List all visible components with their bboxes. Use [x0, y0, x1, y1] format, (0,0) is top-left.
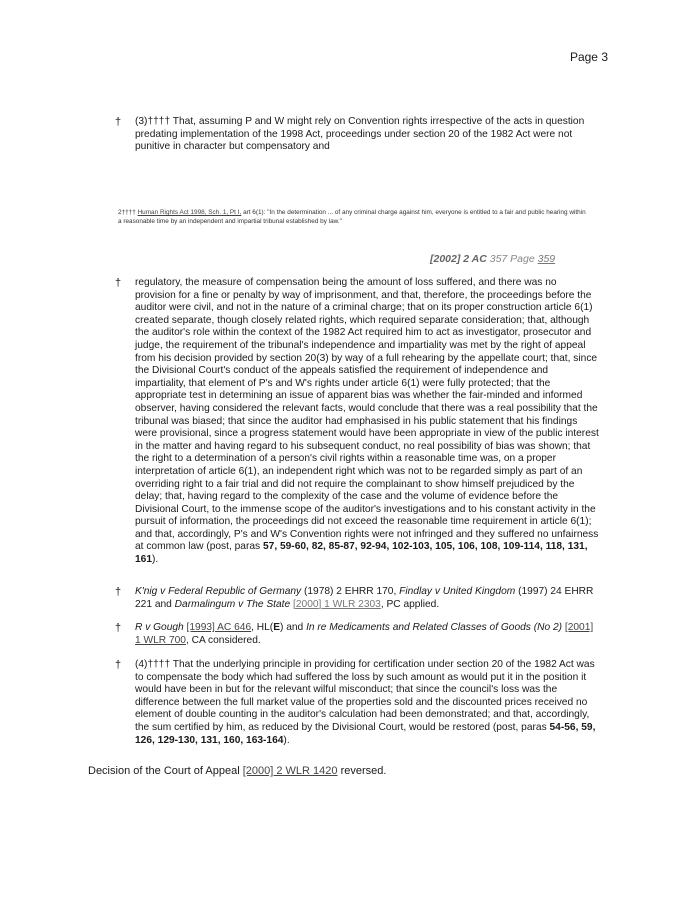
case-citation-link[interactable]: [2001] 1 WLR 700 — [135, 622, 594, 646]
footnote-link[interactable]: Human Rights Act 1998, Sch. 1, Pt I, — [137, 209, 242, 216]
paragraph-marker: (4)†††† — [135, 659, 171, 670]
decision-line — [88, 765, 386, 777]
paragraph-close: ). — [152, 554, 159, 566]
case-name: K'nig v Federal Republic of Germany — [135, 586, 302, 597]
holding-paragraph-regulatory — [115, 277, 600, 567]
dagger-marker: † — [115, 277, 122, 289]
court-suffix: ) and — [280, 622, 304, 633]
footnote-marker: 2†††† — [118, 209, 136, 216]
citation-page-ref: 357 Page — [489, 253, 535, 265]
decision-citation-link[interactable]: [2000] 2 WLR 1420 — [242, 765, 338, 777]
decision-text: Decision of the Court of Appeal — [88, 765, 240, 777]
citation-page-link[interactable]: 359 — [537, 253, 556, 265]
holding-paragraph-3 — [115, 116, 600, 154]
page-number: Page 3 — [569, 50, 608, 64]
citation-ref: [2002] 2 AC — [430, 253, 487, 265]
paragraph-references: 54-56, 59, 126, 129-130, 131, 160, 163-164 — [135, 721, 596, 746]
case-citation-link[interactable]: [2000] 1 WLR 2303 — [293, 598, 381, 610]
court-letter: E — [273, 622, 280, 633]
paragraph-close: ). — [283, 734, 290, 746]
case-citation: (1978) 2 EHRR 170, — [304, 586, 397, 597]
paragraph-text: That, assuming P and W might rely on Convention rights irrespective of the acts in question predating implementation of the 1998 Act, proceedings under section 20 of the 1982 Act were not punitive in character but compensatory and — [135, 116, 585, 153]
dagger-marker: † — [115, 116, 122, 128]
dagger-marker: † — [115, 659, 122, 671]
decision-suffix: reversed. — [340, 765, 387, 777]
paragraph-references: 57, 59-60, 82, 85-87, 92-94, 102-103, 105, 106, 108, 109-114, 118, 131, 161 — [135, 541, 588, 566]
paragraph-text: regulatory, the measure of compensation being the amount of loss suffered, and there was no provision for a fine or penalty by way of imprisonment, and that, therefore, the proceedings before the auditor were civil, and not in the nature of a criminal charge; that on its proper construction article 6(1) created separate, though closely related rights, which required separate consideration; that, although the auditor's role within the context of the 1982 Act required him to act as investigator, prosecutor and judge, the requirement of the tribunal's independence and impartiality was met by the right of appeal from his decision provided by section 20(3) by way of a full rehearing by the appellate court; that, since the Divisional Court's conduct of the appeals satisfied the requirement of independence and impartiality, that element of P's and W's rights under article 6(1) were fully protected; that the appropriate test in determining an issue of apparent bias was whether the fair-minded and informed observer, having considered the relevant facts, would conclude that there was a real possibility that the tribunal was biased; that since the auditor had emphasised in his public statement that his findings were provisional, since a progress statement would have been appropriate in view of the public interest in the matter and having regard to his subsequent conduct, no real possibility of bias was shown; that the right to a determination of a person's civil rights within a reasonable time was, on a proper interpretation of article 6(1), an independent right which was not to be regarded simply as part of an overriding right to a fair trial and did not require the complainant to show himself prejudiced by the delay; that, having regard to the complexity of the case and the volume of evidence before the Divisional Court, to the immense scope of the auditor's investigations and to his constant activity in the pursuit of information, the proceedings did not exceed the reasonable time requirement in article 6(1); and that, accordingly, P's and W's Convention rights were not infringed and they suffered no unfairness at common law (post, paras — [135, 277, 599, 553]
case-name: Findlay v United Kingdom — [399, 586, 516, 597]
footnote — [118, 208, 588, 226]
cases-applied — [115, 586, 600, 611]
paragraph-text: That the underlying principle in providing for certification under section 20 of the 1982 Act was to compensate the body which had suffered the loss by such amount as would put it in the position it would have been in but for the relevant wilful misconduct; that since the council's loss was the difference between the full market value of the properties sold and the discounted prices received no element of double counting in the auditor's calculation had been demonstrated; and that, accordingly, the sum certified by him, as reduced by the Divisional Court, would be restored (post, paras — [135, 659, 595, 733]
cases-considered — [115, 622, 600, 647]
case-name: R v Gough — [135, 622, 184, 633]
case-citation-link[interactable]: [1993] AC 646 — [186, 622, 252, 633]
holding-paragraph-4 — [115, 659, 600, 747]
case-name: Darmalingum v The State — [174, 598, 291, 610]
case-suffix: , CA considered. — [185, 634, 261, 646]
case-citation: (1997) 24 EHRR 221 and — [135, 586, 594, 610]
case-name: In re Medicaments and Related Classes of Goods (No 2) — [306, 622, 563, 633]
court-prefix: , HL( — [251, 622, 274, 633]
footnote-text: art 6(1): "In the determination ... of any criminal charge against him, everyone is entitled to a fair and public hearing within a reasonable time by an independent and impartial tribunal established by law." — [118, 209, 586, 225]
dagger-marker: † — [115, 622, 122, 634]
dagger-marker: † — [115, 586, 122, 598]
paragraph-marker: (3)†††† — [135, 116, 171, 127]
page-citation — [430, 253, 555, 265]
case-suffix: , PC applied. — [380, 598, 440, 610]
